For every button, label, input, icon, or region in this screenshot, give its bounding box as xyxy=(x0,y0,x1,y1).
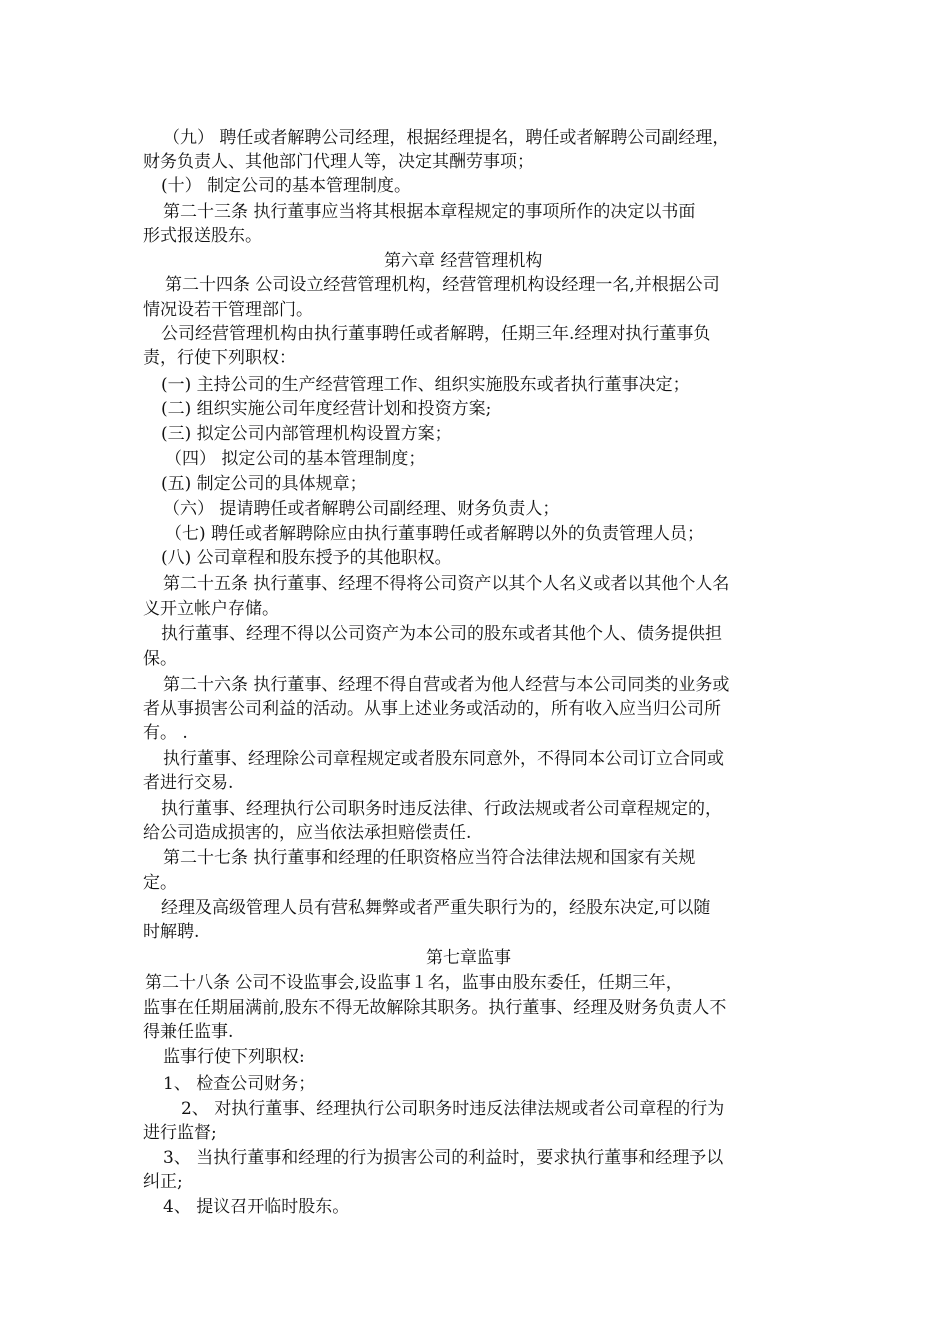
text-line: 执行董事、经理执行公司职务时违反法律、行政法规或者公司章程规定的， xyxy=(161,799,722,819)
list-item: 1、 检查公司财务； xyxy=(163,1074,316,1094)
list-item: (五) 制定公司的具体规章； xyxy=(161,474,367,494)
list-item: （六） 提请聘任或者解聘公司副经理、财务负责人； xyxy=(163,499,560,519)
text-line: 进行监督; xyxy=(143,1123,217,1143)
list-item: （七) 聘任或者解聘除应由执行董事聘任或者解聘以外的负责管理人员； xyxy=(165,524,705,544)
list-item: (一) 主持公司的生产经营管理工作、组织实施股东或者执行董事决定； xyxy=(161,375,690,395)
text-line: 给公司造成损害的，应当依法承担赔偿责任. xyxy=(143,823,472,843)
text-line: 保。 xyxy=(143,649,177,669)
chapter-heading: 第六章 经营管理机构 xyxy=(384,251,543,271)
text-line: 形式报送股东。 xyxy=(143,226,262,246)
text-line: 第二十三条 执行董事应当将其根据本章程规定的事项所作的决定以书面 xyxy=(163,202,696,222)
text-line: 时解聘. xyxy=(143,922,200,942)
text-line: 纠正; xyxy=(143,1172,183,1192)
text-line: 者进行交易. xyxy=(143,773,234,793)
text-line: 第二十七条 执行董事和经理的任职资格应当符合法律法规和国家有关规 xyxy=(163,848,696,868)
text-line: 经理及高级管理人员有营私舞弊或者严重失职行为的，经股东决定,可以随 xyxy=(161,898,711,918)
text-line: 责，行使下列职权： xyxy=(143,348,296,368)
text-line: 执行董事、经理不得以公司资产为本公司的股东或者其他个人、债务提供担 xyxy=(161,624,722,644)
chapter-heading: 第七章监事 xyxy=(426,948,511,968)
text-line: （九） 聘任或者解聘公司经理，根据经理提名，聘任或者解聘公司副经理， xyxy=(163,128,730,148)
list-item: 4、 提议召开临时股东。 xyxy=(163,1197,350,1217)
text-line: 义开立帐户存储。 xyxy=(143,599,279,619)
text-line: 定。 xyxy=(143,873,177,893)
text-line: 情况设若干管理部门。 xyxy=(143,300,313,320)
text-line: 监事在任期届满前,股东不得无故解除其职务。执行董事、经理及财务负责人不 xyxy=(143,998,727,1018)
list-item: 3、 当执行董事和经理的行为损害公司的利益时，要求执行董事和经理予以 xyxy=(163,1148,724,1168)
text-line: 有。 . xyxy=(143,723,188,743)
list-item: 2、 对执行董事、经理执行公司职务时违反法律法规或者公司章程的行为 xyxy=(181,1099,725,1119)
list-item: (三) 拟定公司内部管理机构设置方案； xyxy=(161,424,452,444)
list-item: （四） 拟定公司的基本管理制度； xyxy=(165,449,426,469)
text-line: 得兼任监事. xyxy=(143,1022,234,1042)
text-line: 第二十六条 执行董事、经理不得自营或者为他人经营与本公司同类的业务或 xyxy=(163,675,730,695)
text-line: 财务负责人、其他部门代理人等，决定其酬劳事项； xyxy=(143,152,534,172)
text-line: 公司经营管理机构由执行董事聘任或者解聘，任期三年.经理对执行董事负 xyxy=(161,324,711,344)
text-line: (十） 制定公司的基本管理制度。 xyxy=(161,176,412,196)
text-line: 第二十四条 公司设立经营管理机构，经营管理机构设经理一名,并根据公司 xyxy=(165,275,720,295)
text-line: 者从事损害公司利益的活动。从事上述业务或活动的，所有收入应当归公司所 xyxy=(143,699,721,719)
text-line: 监事行使下列职权: xyxy=(163,1047,305,1067)
text-line: 执行董事、经理除公司章程规定或者股东同意外，不得同本公司订立合同或 xyxy=(163,749,724,769)
text-line: 第二十五条 执行董事、经理不得将公司资产以其个人名义或者以其他个人名 xyxy=(163,574,730,594)
list-item: (八) 公司章程和股东授予的其他职权。 xyxy=(161,548,452,568)
text-line: 第二十八条 公司不设监事会,设监事１名，监事由股东委任，任期三年， xyxy=(145,973,683,993)
list-item: (二) 组织实施公司年度经营计划和投资方案; xyxy=(161,399,492,419)
